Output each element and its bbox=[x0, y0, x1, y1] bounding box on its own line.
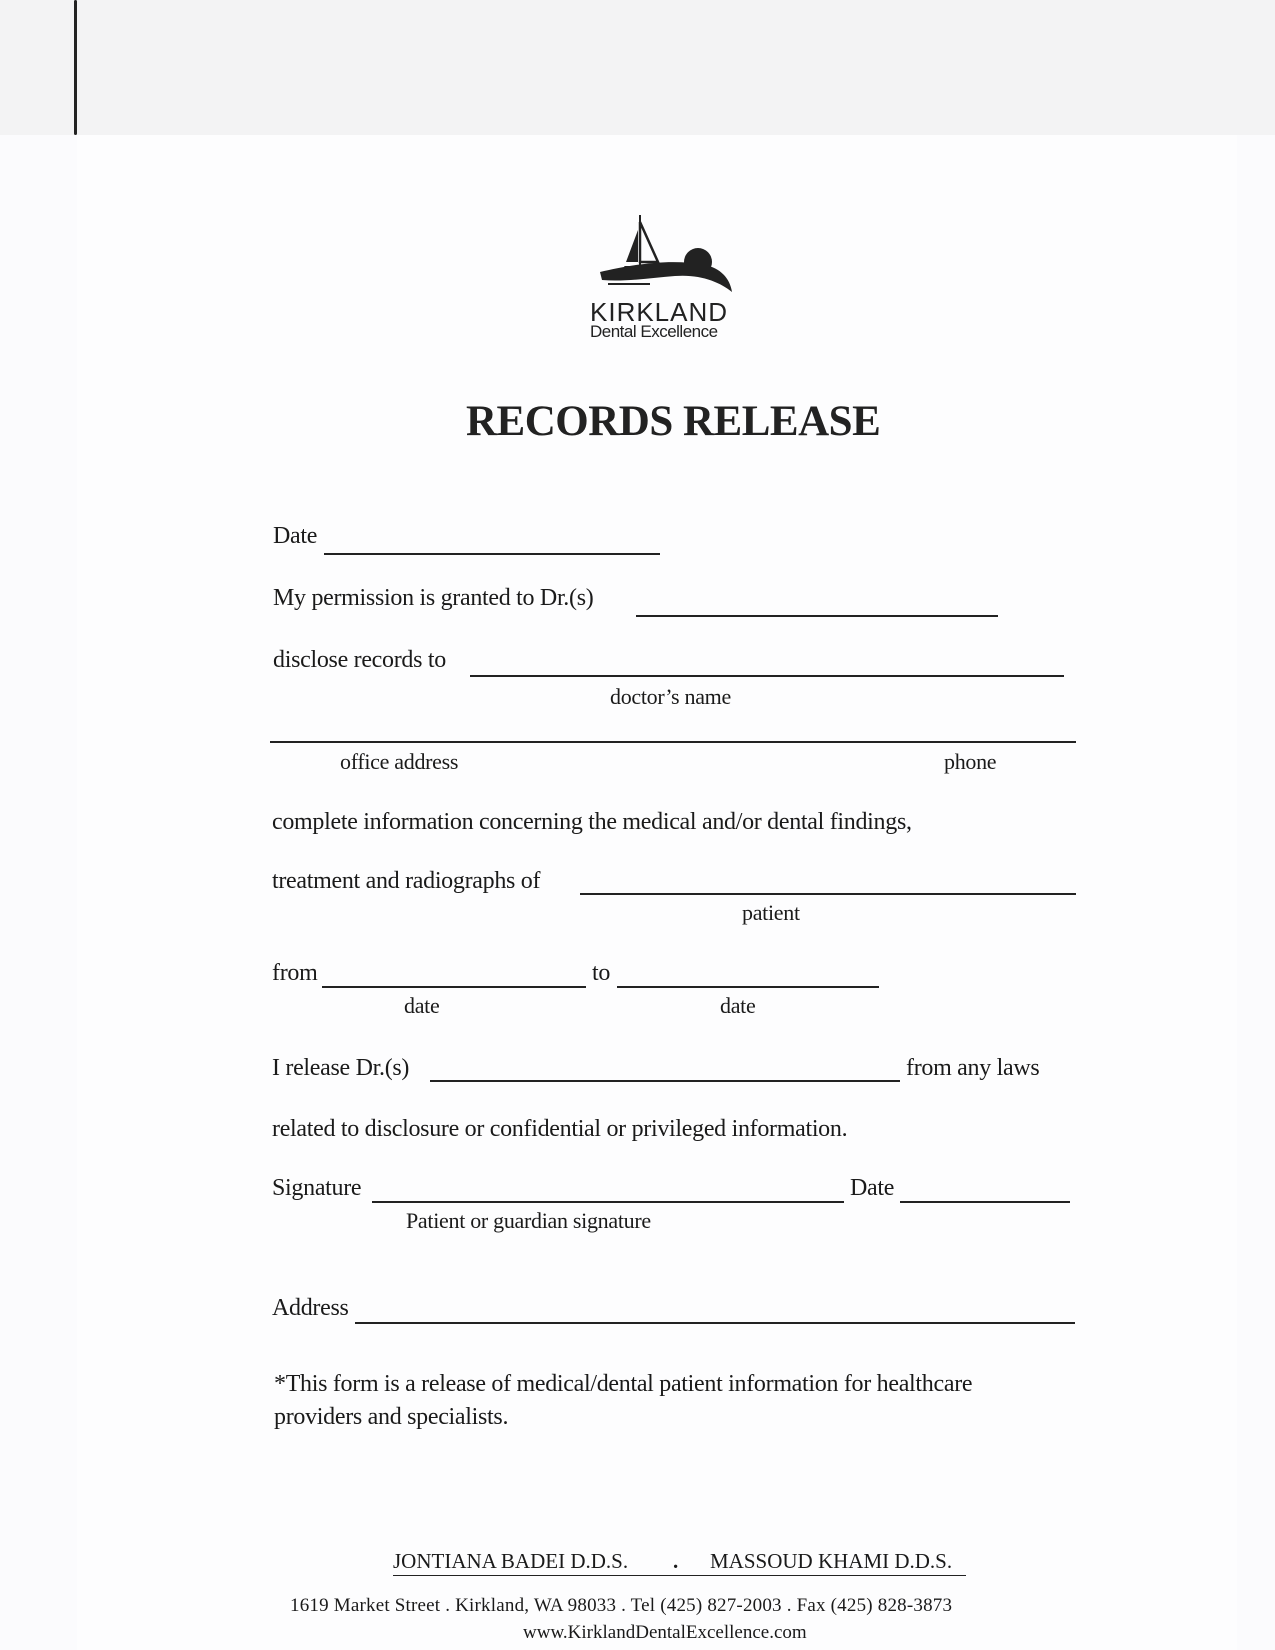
scan-background bbox=[0, 0, 1275, 135]
doctor-name-caption: doctor’s name bbox=[610, 684, 731, 709]
from-date-caption: date bbox=[404, 993, 440, 1018]
footer-doctor-1: JONTIANA BADEI D.D.S. bbox=[393, 1549, 629, 1573]
permission-label: My permission is granted to Dr.(s) bbox=[273, 585, 594, 611]
footer-doctors bbox=[393, 1549, 966, 1576]
signature-label: Signature bbox=[272, 1175, 362, 1201]
address-label: Address bbox=[272, 1295, 349, 1321]
treatment-label: treatment and radiographs of bbox=[272, 868, 541, 894]
released-doctor-field[interactable] bbox=[430, 1080, 900, 1082]
phone-caption: phone bbox=[944, 749, 997, 774]
footer-website: www.KirklandDentalExcellence.com bbox=[523, 1622, 807, 1643]
recipient-doctor-field[interactable] bbox=[470, 675, 1064, 677]
footer-separator: . bbox=[673, 1549, 679, 1573]
complete-info-text: complete information concerning the medical and/or dental findings, bbox=[272, 809, 912, 835]
patient-caption: patient bbox=[742, 900, 800, 925]
to-date-field[interactable] bbox=[617, 986, 879, 988]
related-text: related to disclosure or confidential or privileged information. bbox=[272, 1116, 848, 1142]
date-label: Date bbox=[273, 523, 318, 549]
release-note bbox=[274, 1368, 972, 1434]
footer-doctor-2: MASSOUD KHAMI D.D.S. bbox=[710, 1549, 953, 1573]
date-field[interactable] bbox=[324, 553, 660, 555]
scan-edge bbox=[74, 0, 77, 135]
disclose-label: disclose records to bbox=[273, 647, 446, 673]
from-laws-label: from any laws bbox=[906, 1055, 1040, 1081]
brand-name: KIRKLAND bbox=[590, 297, 729, 327]
from-label: from bbox=[272, 960, 318, 986]
page-title: RECORDS RELEASE bbox=[466, 398, 881, 445]
office-address-caption: office address bbox=[340, 749, 459, 774]
signature-caption: Patient or guardian signature bbox=[406, 1208, 651, 1233]
release-label: I release Dr.(s) bbox=[272, 1055, 410, 1081]
signature-field[interactable] bbox=[372, 1201, 844, 1203]
to-date-caption: date bbox=[720, 993, 756, 1018]
from-date-field[interactable] bbox=[322, 986, 586, 988]
brand-tagline: Dental Excellence bbox=[590, 322, 718, 341]
to-label: to bbox=[592, 960, 611, 986]
permitted-doctor-field[interactable] bbox=[636, 615, 998, 617]
signature-date-label: Date bbox=[850, 1175, 895, 1201]
address-field[interactable] bbox=[355, 1322, 1075, 1324]
footer-address: 1619 Market Street . Kirkland, WA 98033 . Tel (425) 827-2003 . Fax (425) 828-3873 bbox=[290, 1595, 953, 1616]
office-address-field[interactable] bbox=[270, 741, 1076, 743]
release-note-line-2: providers and specialists. bbox=[274, 1404, 509, 1430]
release-note-line-1: *This form is a release of medical/dental patient information for healthcare bbox=[274, 1371, 973, 1397]
patient-name-field[interactable] bbox=[580, 893, 1076, 895]
signature-date-field[interactable] bbox=[900, 1201, 1070, 1203]
